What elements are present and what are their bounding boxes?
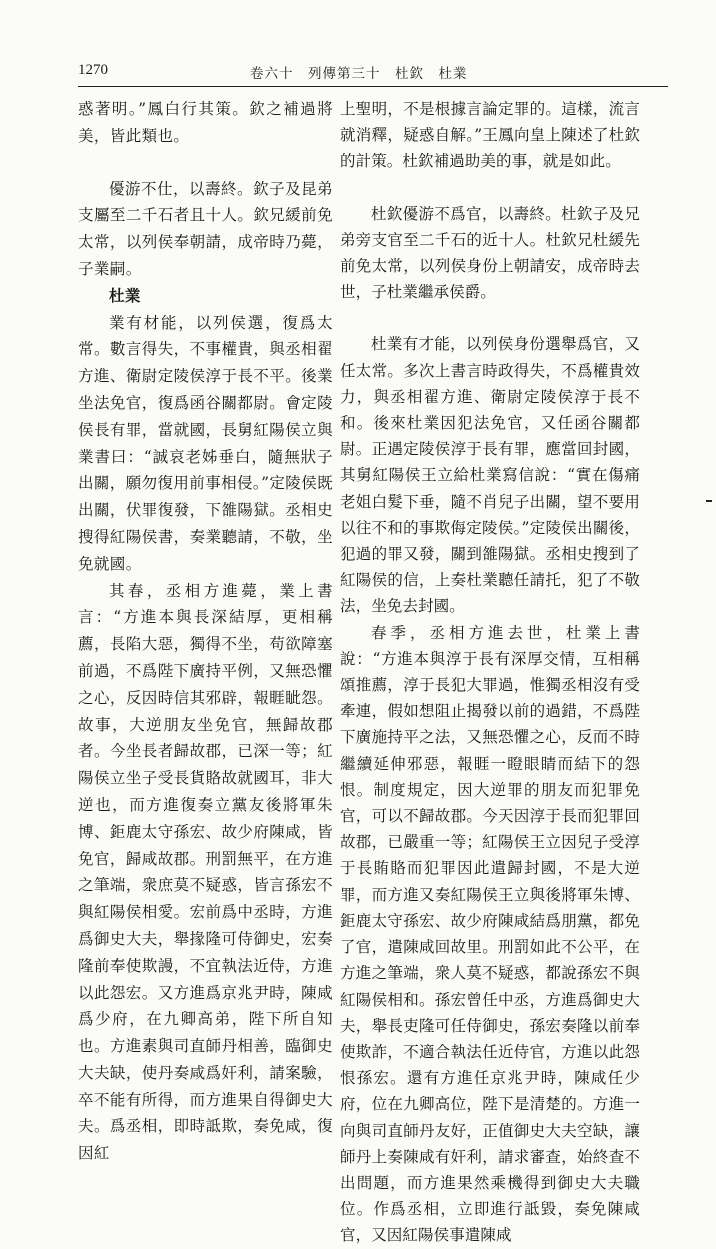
translation-paragraph: 春季，丞相方進去世，杜業上書說：“方進本與淳于長有深厚交情，互相稱頌推薦，淳于長犯大罪過，惟獨丞相沒有受牽連，假如想阻止揭發以前的過錯，不爲陛下廣施持平之法，又無恐懼之心，反而不時繼續延伸邪惡，報睚一瞪眼睛而結下的怨恨。制度規定，因大逆罪的朋友而犯罪免官，可以不歸故郡。今天因淳于長而犯罪回故郡，已嚴重一等；紅陽侯王立因兒子受淳于長賄賂而犯罪因此遣歸封國，不是大逆罪，而方進又奏紅陽侯王立與後將軍朱博、鉅鹿太守孫宏、故少府陳咸結爲朋黨，都免了官，遣陳咸回故里。刑罰如此不公平，在方進之筆端，衆人莫不疑惑，都說孫宏不與紅陽侯相和。孫宏曾任中丞，方進爲御史大夫，舉長吏隆可任侍御史，孫宏奏隆以前奉使欺詐，不適合執法任近侍官，方進以此怨恨孫宏。還有方進任京兆尹時，陳咸任少府，位在九卿高位，陛下是清楚的。方進一向與司直師丹友好，正值御史大夫空缺，讓師丹上奏陳咸有奸利，請求審查，始終查不出問題，而方進果然乘機得到御史大夫職位。作爲丞相，立即進行詆毀，奏免陳咸官，又因紅陽侯事遣陳咸 bbox=[340, 623, 640, 1245]
classical-paragraph: 優游不仕，以壽終。欽子及昆弟支屬至二千石者且十人。欽兄緩前免太常，以列侯奉朝請，成帝時乃薨，子業嗣。 bbox=[78, 179, 333, 278]
translation-paragraph: 杜業有才能，以列侯身份選舉爲官，又任太常。多次上書言時政得失，不爲權貴效力，與丞相翟方進、衛尉定陵侯淳于長不和。後來杜業因犯法免官，又任函谷關都尉。正遇定陵侯淳于長有罪，應當回封國，其舅紅陽侯王立給杜業寫信說：“實在傷痛老姐白髮下垂，隨不肖兒子出關，望不要用以往不和的事欺侮定陵侯。”定陵侯出關後，犯過的罪又發，關到雒陽獄。丞相史搜到了紅陽侯的信，上奏杜業聽任請托，犯了不敬法，坐免去封國。 bbox=[340, 335, 640, 616]
classical-text-column bbox=[78, 96, 333, 1167]
header-rule bbox=[78, 86, 668, 87]
page-header bbox=[78, 62, 668, 84]
classical-paragraph: 其春，丞相方進薨，業上書言：“方進本與長深結厚，更相稱薦，長陷大惡，獨得不坐，苟欲障塞前過，不爲陛下廣持平例，又無恐懼之心，反因時信其邪辟，報睚眦怨。故事，大逆朋友坐免官，無歸故郡者。今坐長者歸故郡，已深一等；紅陽侯立坐子受長貨賂故就國耳，非大逆也，而方進復奏立黨友後將軍朱博、鉅鹿太守孫宏、故少府陳咸，皆免官，歸咸故郡。刑罰無平，在方進之筆端，衆庶莫不疑惑，皆言孫宏不與紅陽侯相愛。宏前爲中丞時，方進爲御史大夫，舉掾隆可侍御史，宏奏隆前奉使欺謾，不宜執法近侍，方進以此怨宏。又方進爲京兆尹時，陳咸爲少府，在九卿高弟，陛下所自知也。方進素與司直師丹相善，臨御史大夫缺，使丹奏咸爲奸利，請案驗，卒不能有所得，而方進果自得御史大夫。爲丞相，即時詆欺，奏免咸，復因紅 bbox=[78, 581, 333, 1163]
classical-paragraph: 業有材能，以列侯選，復爲太常。數言得失，不事權貴，與丞相翟方進、衛尉定陵侯淳于長不平。後業坐法免官，復爲函谷關都尉。會定陵侯長有罪，當就國，長舅紅陽侯立與業書曰：“誠哀老姊垂白，隨無狀子出關，願勿復用前事相侵。”定陵侯既出關，伏罪復發，下雒陽獄。丞相史搜得紅陽侯書，奏業聽請，不敬，坐免就國。 bbox=[78, 313, 333, 573]
translation-paragraph: 杜欽優游不爲官，以壽終。杜欽子及兄弟旁支官至二千石的近十人。杜欽兄杜緩先前免太常，以列侯身份上朝請安，成帝時去世，子杜業繼承侯爵。 bbox=[340, 204, 640, 302]
paragraph-gap bbox=[340, 305, 640, 331]
classical-paragraph: 惑著明。”鳳白行其策。欽之補過將美，皆此類也。 bbox=[78, 100, 333, 145]
margin-mark bbox=[706, 500, 712, 502]
translation-paragraph: 上聖明，不是根據言論定罪的。這樣，流言就消釋，疑惑自解。”王鳳向皇上陳述了杜欽的計策。杜欽補過助美的事，就是如此。 bbox=[340, 100, 640, 171]
translation-column bbox=[340, 96, 640, 1249]
page-number: 1270 bbox=[78, 62, 108, 78]
paragraph-gap bbox=[340, 175, 640, 201]
paragraph-gap bbox=[78, 150, 333, 176]
section-title: 杜業 bbox=[109, 285, 141, 305]
running-head: 卷六十 列傳第三十 杜欽 杜業 bbox=[250, 66, 468, 82]
